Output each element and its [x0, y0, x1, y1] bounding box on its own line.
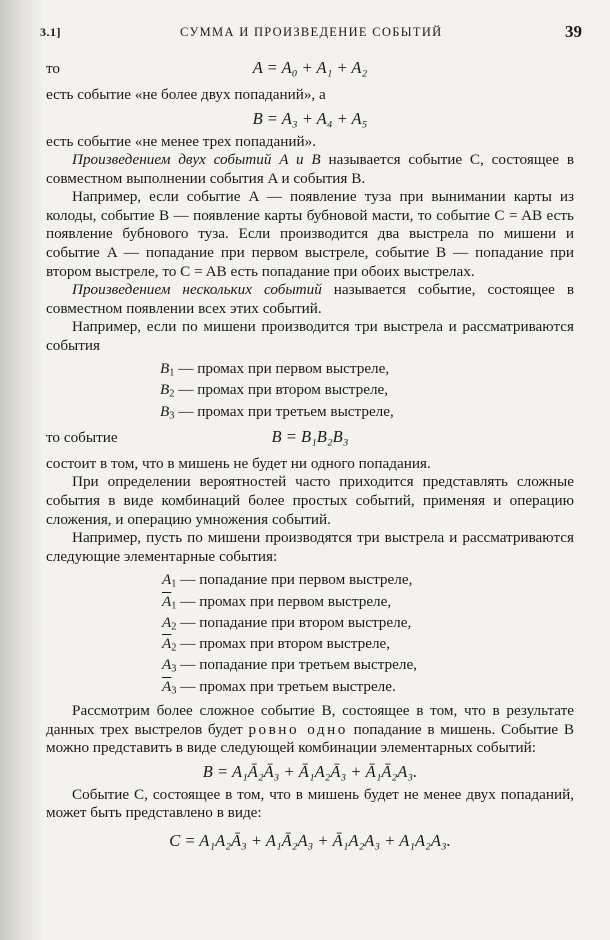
- text-est-2: есть событие «не менее трех попаданий».: [46, 132, 316, 150]
- running-title: СУММА И ПРОИЗВЕДЕНИЕ СОБЫТИЙ: [180, 25, 443, 39]
- example-cards-paragraph: Например, если событие A — появление туза при вынимании карты из колоды, событие B — появление карты бубновой масти, то событие C = AB есть появление бубнового туза. Если производится два выстрела по мишени и событие A — попадание при первом выстреле, событие B — попадание при втором выстреле, то C = AB есть попадание при обоих выстрелах.: [46, 188, 574, 280]
- word-to: то: [46, 60, 61, 77]
- list-item: $B_1$ — промах при первом выстреле,: [160, 360, 390, 379]
- text-est-1: есть событие «не более двух попаданий», а: [46, 86, 326, 103]
- list-item: $B_2$ — промах при втором выстреле,: [160, 381, 389, 401]
- paragraph-event-C: Событие C, состоящее в том, что в мишень будет не менее двух попаданий, может быть представлено в виде:: [46, 785, 574, 822]
- list-item: $A_1$ — попадание при первом выстреле,: [162, 571, 413, 590]
- page-gutter-shadow: [0, 0, 44, 940]
- formula-A-line: [46, 58, 574, 86]
- list-item: $\overline{A}_1$ — промах при первом выстреле,: [162, 592, 392, 612]
- section-number: 3.1]: [40, 25, 61, 39]
- list-elementary-events: [46, 570, 574, 698]
- example-three-shots: Например, если по мишени производится три выстрела и рассматриваются события: [46, 318, 574, 354]
- definition-product-two: [46, 151, 574, 188]
- text-to-event: то событие: [46, 428, 118, 446]
- definition-product-many-rest: называется событие, состоящее в совместном появлении всех этих событий.: [46, 281, 574, 317]
- formula-B123-line: [46, 427, 574, 455]
- paragraph-consider-B: Рассмотрим более сложное событие B, состоящее в том, что в результате данных трех выстрелов будет ровно одно попадание в мишень. Событие B можно представить в виде следующей комбинации элементарных событий:: [46, 702, 574, 757]
- formula-A: A = A₀ + A₁ + A₂: [252, 58, 368, 77]
- definition-product-two-rest: называется событие C, состоящее в совместном выполнении события A и события B.: [46, 151, 574, 187]
- term-product-two: Произведением двух событий A и B: [72, 151, 321, 169]
- spaced-emphasis: ровно одно: [248, 720, 348, 738]
- running-header: [40, 22, 582, 44]
- page-number: 39: [565, 22, 582, 41]
- formula-B-combination: B = A₁Ā₂Ā₃ + Ā₁A₂Ā₃ + Ā₁Ā₂A₃.: [202, 761, 418, 781]
- term-product-many: Произведением нескольких событий: [72, 281, 322, 299]
- list-item: $A_2$ — попадание при втором выстреле,: [162, 613, 412, 633]
- list-misses: [46, 359, 574, 423]
- formula-B: B = A₃ + A₄ + A₅: [252, 108, 368, 128]
- text-no-hits: состоит в том, что в мишень не будет ни одного попадания.: [46, 454, 431, 472]
- formula-C-combination: C = A₁A₂Ā₃ + A₁Ā₂A₃ + Ā₁A₂A₃ + A₁A₂A₃.: [169, 831, 451, 850]
- paragraph-example-elementary: Например, пусть по мишени производятся три выстрела и рассматриваются следующие элементарные события:: [46, 529, 574, 565]
- paragraph-complex-events: При определении вероятностей часто приходится представлять сложные события в виде комбинаций более простых событий, применяя и операцию сложения, и операцию умножения событий.: [46, 473, 574, 528]
- list-item: $\overline{A}_2$ — промах при втором выстреле,: [162, 635, 391, 654]
- definition-product-many: [46, 281, 574, 318]
- page-body: [46, 58, 574, 855]
- list-item: $A_3$ — попадание при третьем выстреле,: [162, 656, 417, 676]
- list-item: $\overline{A}_3$ — промах при третьем выстреле.: [162, 677, 396, 697]
- formula-B123: B = B₁B₂B₃: [271, 426, 349, 446]
- list-item: $B_3$ — промах при третьем выстреле,: [160, 402, 394, 422]
